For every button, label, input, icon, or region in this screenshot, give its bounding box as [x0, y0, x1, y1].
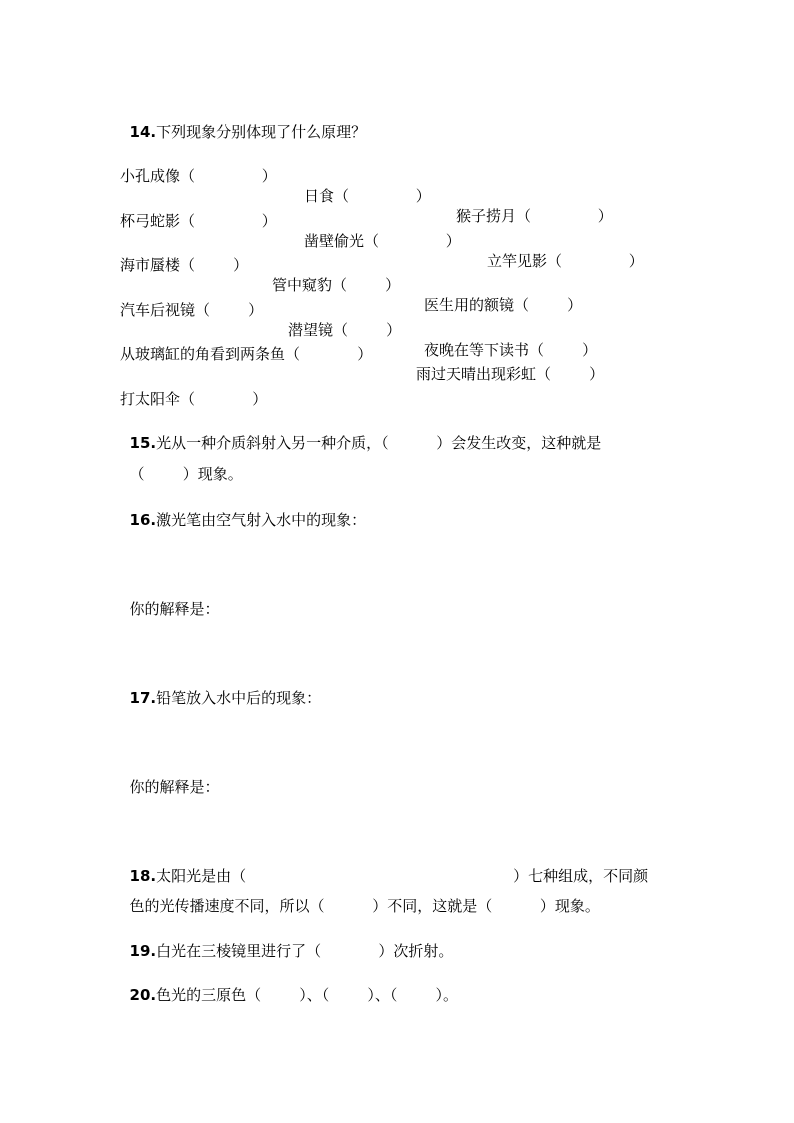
question-17-explain	[120, 757, 220, 797]
question-text: 白光在三棱镜里进行了（ ）次折射。	[156, 942, 454, 960]
question-number: 18.	[129, 867, 157, 885]
blank-item: 雨过天晴出现彩虹（ ）	[416, 365, 605, 383]
blank-item: 杯弓蛇影（ ）	[120, 212, 277, 230]
question-18-line-2	[120, 876, 600, 916]
blank-item: 海市蜃楼（ ）	[120, 256, 249, 274]
blank-item: 从玻璃缸的角看到两条鱼（ ）	[120, 345, 373, 363]
question-20	[120, 965, 458, 1005]
question-number: 15.	[129, 434, 157, 452]
blank-item: 汽车后视镜（ ）	[120, 301, 264, 319]
question-15-line-2	[120, 444, 243, 484]
blank-item: 立竿见影（ ）	[487, 252, 644, 270]
question-text: 光从一种介质斜射入另一种介质，（ ）会发生改变，这种就是	[156, 434, 602, 452]
blank-item: 管中窥豹（ ）	[272, 276, 401, 294]
question-text: 下列现象分别体现了什么原理？	[156, 123, 367, 141]
question-number: 19.	[129, 942, 157, 960]
explain-prompt: 你的解释是：	[129, 778, 220, 796]
blank-item: 医生用的额镜（ ）	[424, 296, 583, 314]
question-16-explain	[120, 579, 220, 619]
question-text: 激光笔由空气射入水中的现象：	[156, 511, 367, 529]
question-text: 铅笔放入水中后的现象：	[156, 689, 322, 707]
question-number: 14.	[129, 123, 157, 141]
blank-item: 猴子捞月（ ）	[456, 207, 613, 225]
question-number: 16.	[129, 511, 157, 529]
question-text: 色光的三原色（ ）、（ ）、（ ）。	[156, 986, 459, 1004]
blank-item: 潜望镜（ ）	[288, 321, 402, 339]
question-number: 17.	[129, 689, 157, 707]
question-text: 色的光传播速度不同，所以（ ）不同，这就是（ ）现象。	[129, 897, 600, 915]
question-text: （ ）现象。	[129, 465, 243, 483]
question-19	[120, 921, 453, 961]
question-number: 20.	[129, 986, 157, 1004]
blank-item: 日食（ ）	[304, 187, 431, 205]
question-14-row-6	[120, 369, 268, 409]
blank-item: 凿壁偷光（ ）	[304, 232, 461, 250]
question-16	[120, 490, 366, 530]
question-14-title	[120, 102, 366, 142]
blank-item: 夜晚在等下读书（ ）	[424, 341, 598, 359]
explain-prompt: 你的解释是：	[129, 600, 220, 618]
question-17	[120, 668, 321, 708]
blank-item: 打太阳伞（ ）	[120, 390, 268, 408]
question-text: 太阳光是由（ ）七种组成，不同颜	[156, 867, 649, 885]
blank-item: 小孔成像（ ）	[120, 167, 277, 185]
